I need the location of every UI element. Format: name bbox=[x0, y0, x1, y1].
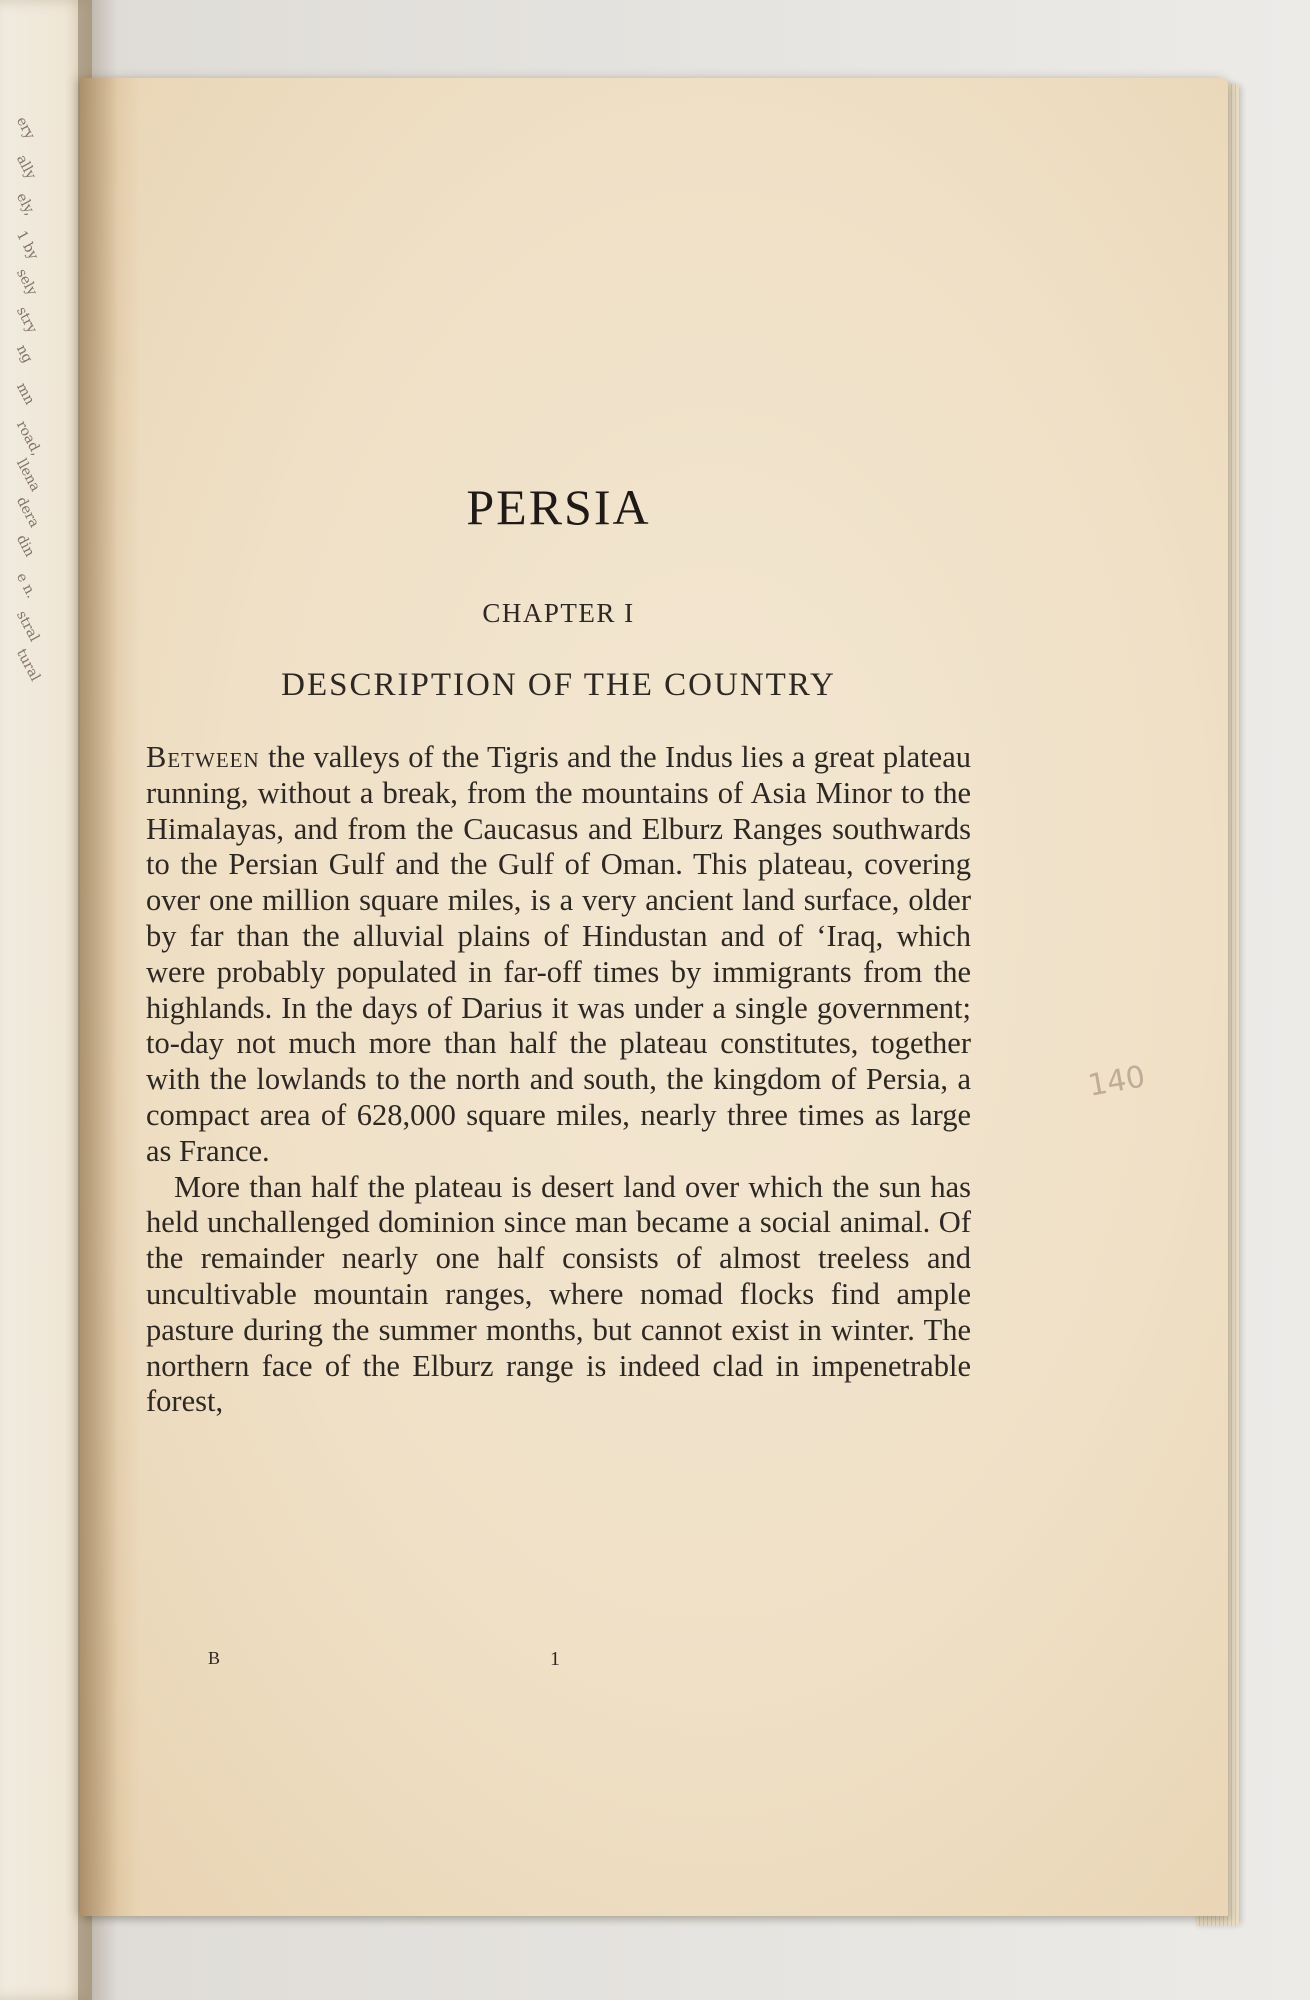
left-page-fragment: ng bbox=[12, 342, 36, 366]
left-page-fragment: ery bbox=[12, 114, 38, 142]
left-page-text-fragments bbox=[2, 110, 88, 684]
left-page-fragment: stral bbox=[12, 608, 43, 645]
paragraph-2: More than half the plateau is desert land over which the sun has held unchallenged dominion since man became a social animal. Of the remainder nearly one half consists of almost treeless and uncultivable mountain ranges, where nomad flocks find ample pasture during the summer months, but cannot exist in winter. The northern face of the Elburz range is indeed clad in impenetrable forest, bbox=[146, 1169, 971, 1419]
section-title: DESCRIPTION OF THE COUNTRY bbox=[281, 667, 836, 703]
page-number: 1 bbox=[550, 1648, 560, 1670]
gutter-shadow bbox=[78, 0, 118, 2000]
left-page-fragment: din bbox=[12, 532, 38, 560]
left-page-fragment: road, bbox=[12, 418, 45, 459]
left-page-fragment: e n. bbox=[12, 570, 40, 601]
left-page-fragment: tural bbox=[12, 646, 44, 684]
book-page bbox=[80, 78, 1228, 1916]
left-page-fragment: dera bbox=[12, 494, 43, 531]
left-page-fragment: ally bbox=[12, 152, 39, 183]
left-page-fragment: stry bbox=[12, 304, 40, 336]
left-page-fragment: ely, bbox=[12, 190, 38, 219]
left-page-fragment: 1 by bbox=[12, 228, 42, 263]
paragraph-1 bbox=[146, 740, 971, 1170]
chapter-heading: CHAPTER I bbox=[482, 598, 635, 628]
book-title: PERSIA bbox=[466, 479, 651, 535]
pencil-margin-note: 140 bbox=[1085, 1059, 1148, 1104]
signature-mark: B bbox=[208, 1648, 221, 1668]
left-page-fragment: sely bbox=[12, 266, 41, 299]
left-page-fragment: mn bbox=[12, 380, 38, 408]
paragraph-1-text: the valleys of the Tigris and the Indus lies a great plateau running, without a break, from the mountains of Asia Minor to the Himalayas, and from the Caucasus and Elburz Ranges southwards to the Persian Gulf and the Gulf of Oman. This plateau, covering over one million square miles, is a very ancient land surface, older by far than the alluvial plains of Hindustan and of ‘Iraq, which were probably populated in far-off times by immigrants from the highlands. In the days of Darius it was under a single government; to-day not much more than half the plateau constitutes, together with the lowlands to the north and south, the kingdom of Persia, a compact area of 628,000 square miles, nearly three times as large as France. bbox=[146, 740, 971, 1168]
page-content bbox=[146, 478, 971, 1420]
paragraph-1-lead: Between bbox=[146, 740, 260, 774]
page-footer bbox=[146, 1648, 971, 1678]
left-page-fragment: llena bbox=[12, 456, 44, 495]
